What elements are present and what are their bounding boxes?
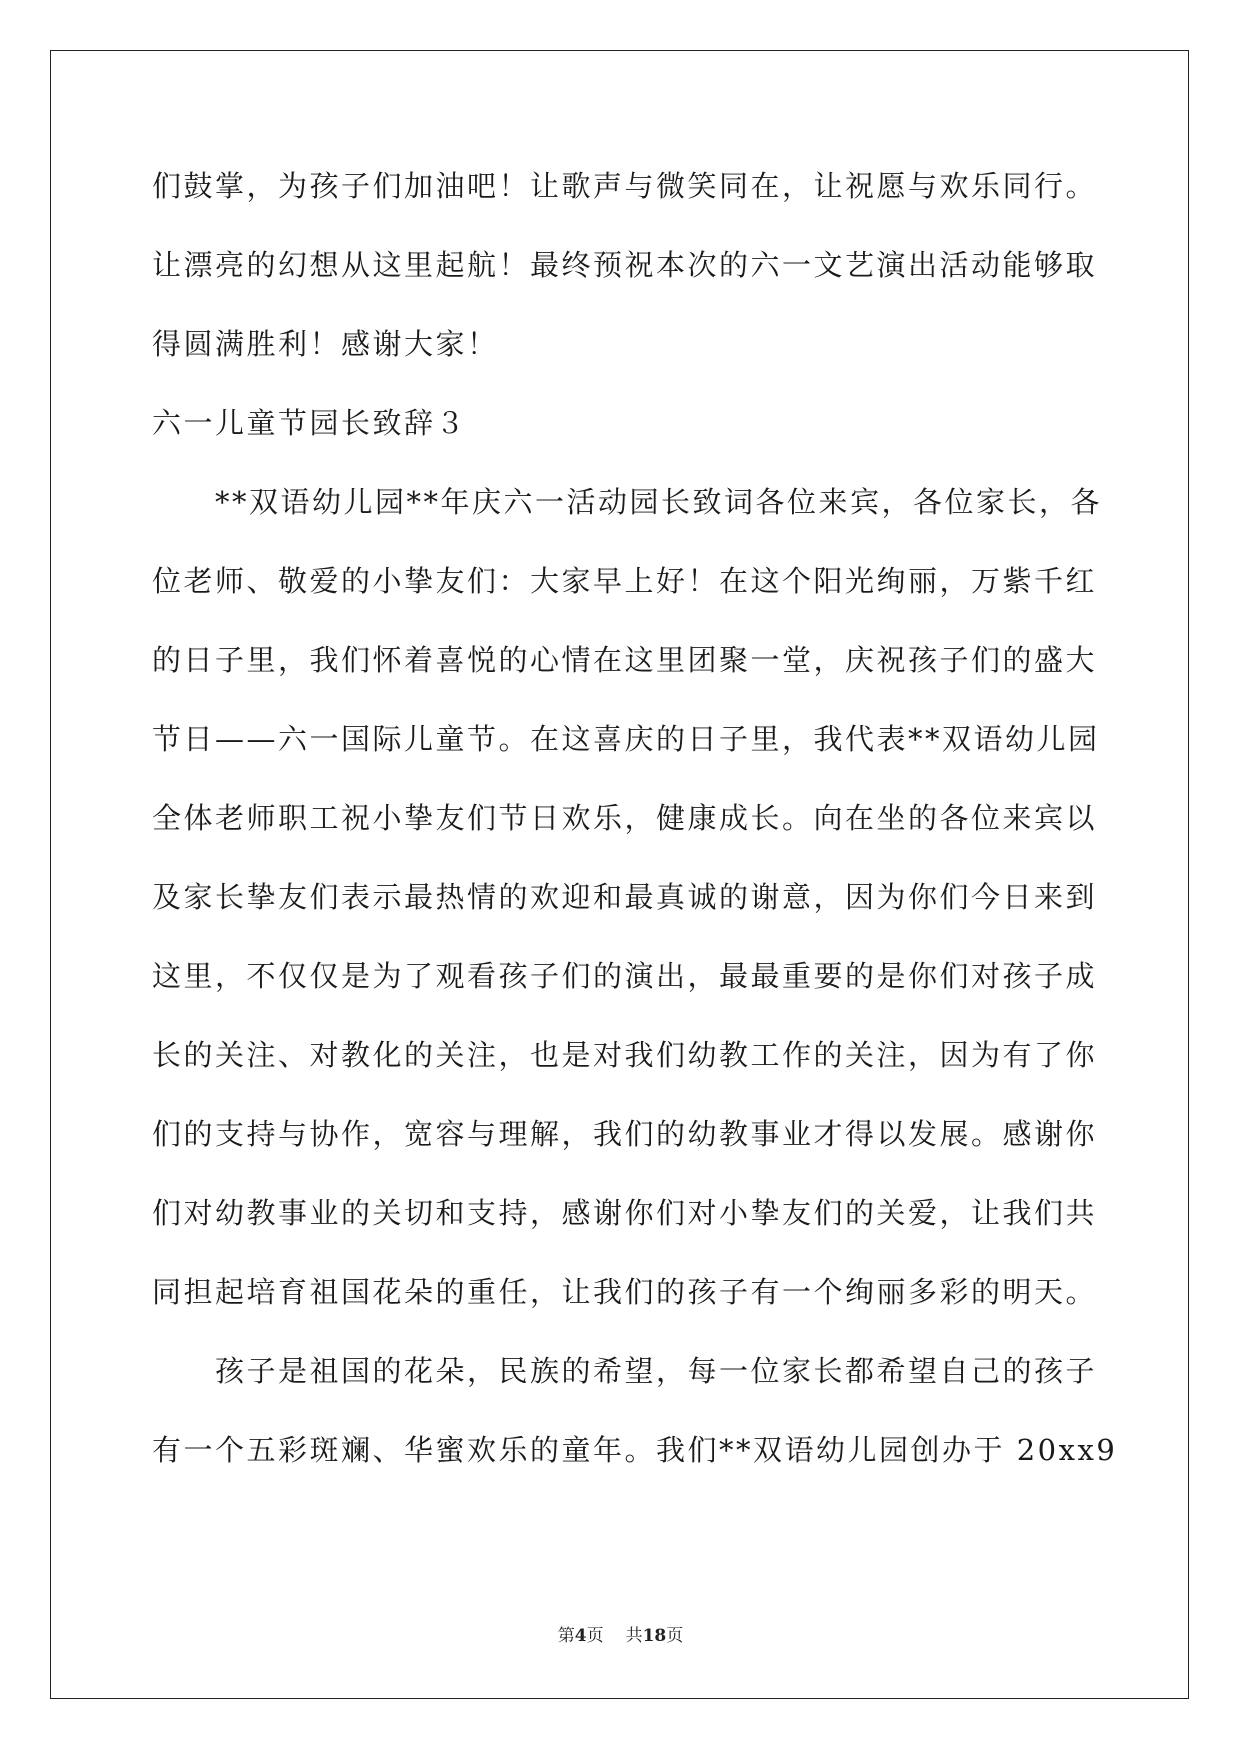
total-pages: 18: [642, 1626, 667, 1646]
text-line: 同担起培育祖国花朵的重任，让我们的孩子有一个绚丽多彩的明天。: [152, 1275, 1098, 1309]
text-line: 们的支持与协作，宽容与理解，我们的幼教事业才得以发展。感谢你: [152, 1117, 1098, 1151]
text-line: 得圆满胜利！感谢大家！: [152, 327, 499, 361]
page-number: 4: [574, 1626, 587, 1646]
text-line: 这里，不仅仅是为了观看孩子们的演出，最最重要的是你们对孩子成: [152, 959, 1098, 993]
text-line: 有一个五彩斑斓、华蜜欢乐的童年。我们**双语幼儿园创办于 20xx9: [152, 1433, 1118, 1467]
document-body: [152, 160, 1118, 1503]
text-line: 的日子里，我们怀着喜悦的心情在这里团聚一堂，庆祝孩子们的盛大: [152, 643, 1098, 677]
page-suffix: 页: [586, 1626, 604, 1646]
text-line: 全体老师职工祝小挚友们节日欢乐，健康成长。向在坐的各位来宾以: [152, 801, 1098, 835]
page-footer: [0, 1621, 1241, 1646]
total-prefix: 共: [625, 1626, 643, 1646]
page-prefix: 第: [557, 1626, 575, 1646]
text-line: 们鼓掌，为孩子们加油吧！让歌声与微笑同在，让祝愿与欢乐同行。: [152, 169, 1098, 203]
text-line: 位老师、敬爱的小挚友们：大家早上好！在这个阳光绚丽，万紫千红: [152, 564, 1098, 598]
text-line: 节日——六一国际儿童节。在这喜庆的日子里，我代表**双语幼儿园: [152, 722, 1100, 756]
text-line: 孩子是祖国的花朵，民族的希望，每一位家长都希望自己的孩子: [152, 1354, 1098, 1388]
text-line: 让漂亮的幻想从这里起航！最终预祝本次的六一文艺演出活动能够取: [152, 248, 1098, 282]
text-line: 及家长挚友们表示最热情的欢迎和最真诚的谢意，因为你们今日来到: [152, 880, 1098, 914]
text-line: 们对幼教事业的关切和支持，感谢你们对小挚友们的关爱，让我们共: [152, 1196, 1098, 1230]
total-suffix: 页: [666, 1626, 684, 1646]
text-line: **双语幼儿园**年庆六一活动园长致词各位来宾，各位家长，各: [152, 485, 1103, 519]
text-line: 长的关注、对教化的关注，也是对我们幼教工作的关注，因为有了你: [152, 1038, 1098, 1072]
section-heading: 六一儿童节园长致辞３: [152, 406, 468, 440]
